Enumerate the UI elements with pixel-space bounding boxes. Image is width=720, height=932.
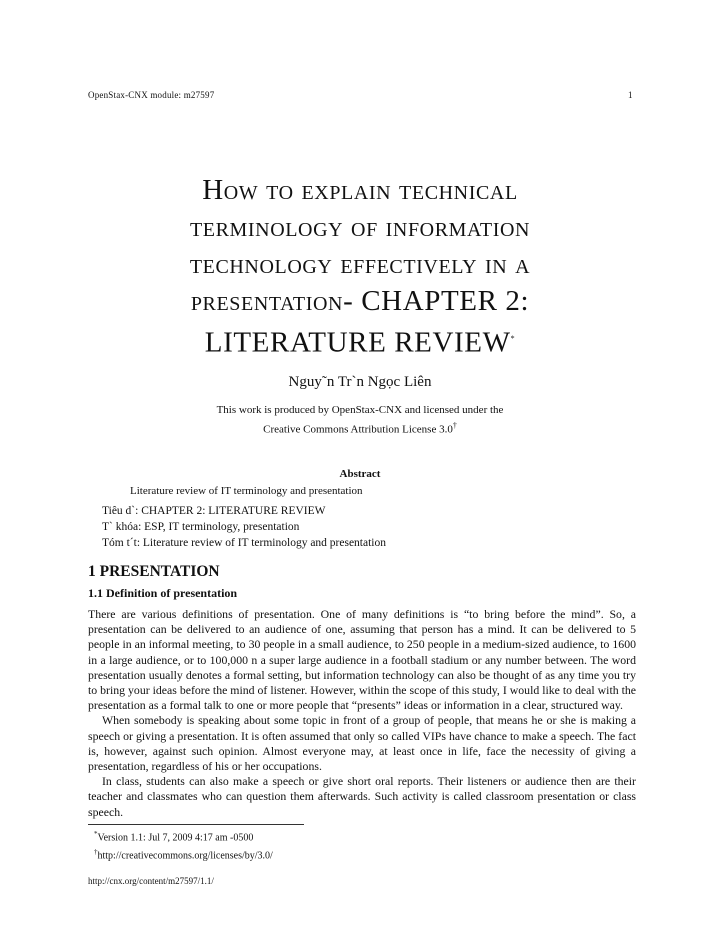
running-header: OpenStax-CNX module: m27597 xyxy=(88,90,215,100)
section-heading: 1 PRESENTATION xyxy=(88,563,220,580)
license-line-1: This work is produced by OpenStax-CNX and licensed under the xyxy=(216,404,504,416)
abstract-text: Literature review of IT terminology and presentation xyxy=(130,485,363,497)
license-line-2-text: Creative Commons Attribution License 3.0 xyxy=(263,423,453,436)
title-footnote-mark: * xyxy=(510,334,516,343)
footnote-mark-2: † xyxy=(94,848,98,857)
footnote-mark-1: * xyxy=(94,830,98,838)
paragraph-2: When somebody is speaking about some topic in front of a group of people, that means he or she is making a speech or giving a presentation. It is often assumed that only so called VIPs have chance to make a speech. The fact is, however, against such opinion. Almost everyone may, at least once in life, face the necessity of giving a presentation, regardless of his or her occupations. xyxy=(88,713,636,774)
author-name: Nguy˜n Tr`n Ngọc Liên xyxy=(288,374,432,390)
page-footer-url: http://cnx.org/content/m27597/1.1/ xyxy=(88,876,214,886)
license-statement xyxy=(88,403,632,438)
title-line-5-text: LITERATURE REVIEW xyxy=(204,326,511,359)
abstract-heading: Abstract xyxy=(339,468,381,480)
footnote-text-1: Version 1.1: Jul 7, 2009 4:17 am -0500 xyxy=(97,832,254,844)
meta-keywords: T` khóa: ESP, IT terminology, presentation xyxy=(102,521,300,533)
footnote-divider xyxy=(88,824,304,825)
metadata-block xyxy=(102,503,386,551)
footnote-version xyxy=(94,827,273,845)
title-line-5 xyxy=(88,320,632,362)
title-line-4 xyxy=(88,283,632,320)
license-line-2 xyxy=(88,418,632,438)
paragraph-1: There are various definitions of presentation. One of many definitions is “to bring before the mind”. So, a presentation can be delivered to an audience of one, assuming that person has a mind. It can be delivered to 5 people in an informal meeting, to 30 people in a small audience, to 250 people in a medium-sized audience, to 1600 in a large audience, or to 100,000 n a super large audience in a football stadium or any number between. The word presentation usually denotes a formal setting, but information technology can also be thought of as any time you try to bring your ideas before the mind of listener. However, within the scope of this study, I would like to deal with the presentation as a formal talk to one or more people that “presents” ideas or information in a clear, structured way. xyxy=(88,607,636,713)
title-line-4-smallcaps: presentation- xyxy=(190,285,354,317)
footnote-license-url xyxy=(94,845,273,863)
footnotes xyxy=(94,827,273,864)
title-line-3: technology effectively in a xyxy=(189,248,531,280)
title-line-2: terminology of information xyxy=(189,211,531,243)
document-title xyxy=(88,172,632,362)
meta-summary: Tóm t´t: Literature review of IT terminology and presentation xyxy=(102,537,387,549)
meta-title: Tiêu d`: CHAPTER 2: LITERATURE REVIEW xyxy=(102,505,326,517)
license-footnote-mark: † xyxy=(452,421,457,430)
title-line-1: How to explain technical xyxy=(202,174,518,206)
page-number: 1 xyxy=(628,90,633,100)
body-text xyxy=(88,607,636,820)
footnote-text-2: http://creativecommons.org/licenses/by/3.0/ xyxy=(97,850,273,862)
title-line-4-upper: CHAPTER 2: xyxy=(361,285,530,317)
paragraph-3: In class, students can also make a speech or give short oral reports. Their listeners or audience then are their teacher and classmates who can question them afterwards. Such activity is called classroom presentation or class speech. xyxy=(88,774,636,819)
subsection-heading: 1.1 Definition of presentation xyxy=(88,586,238,600)
